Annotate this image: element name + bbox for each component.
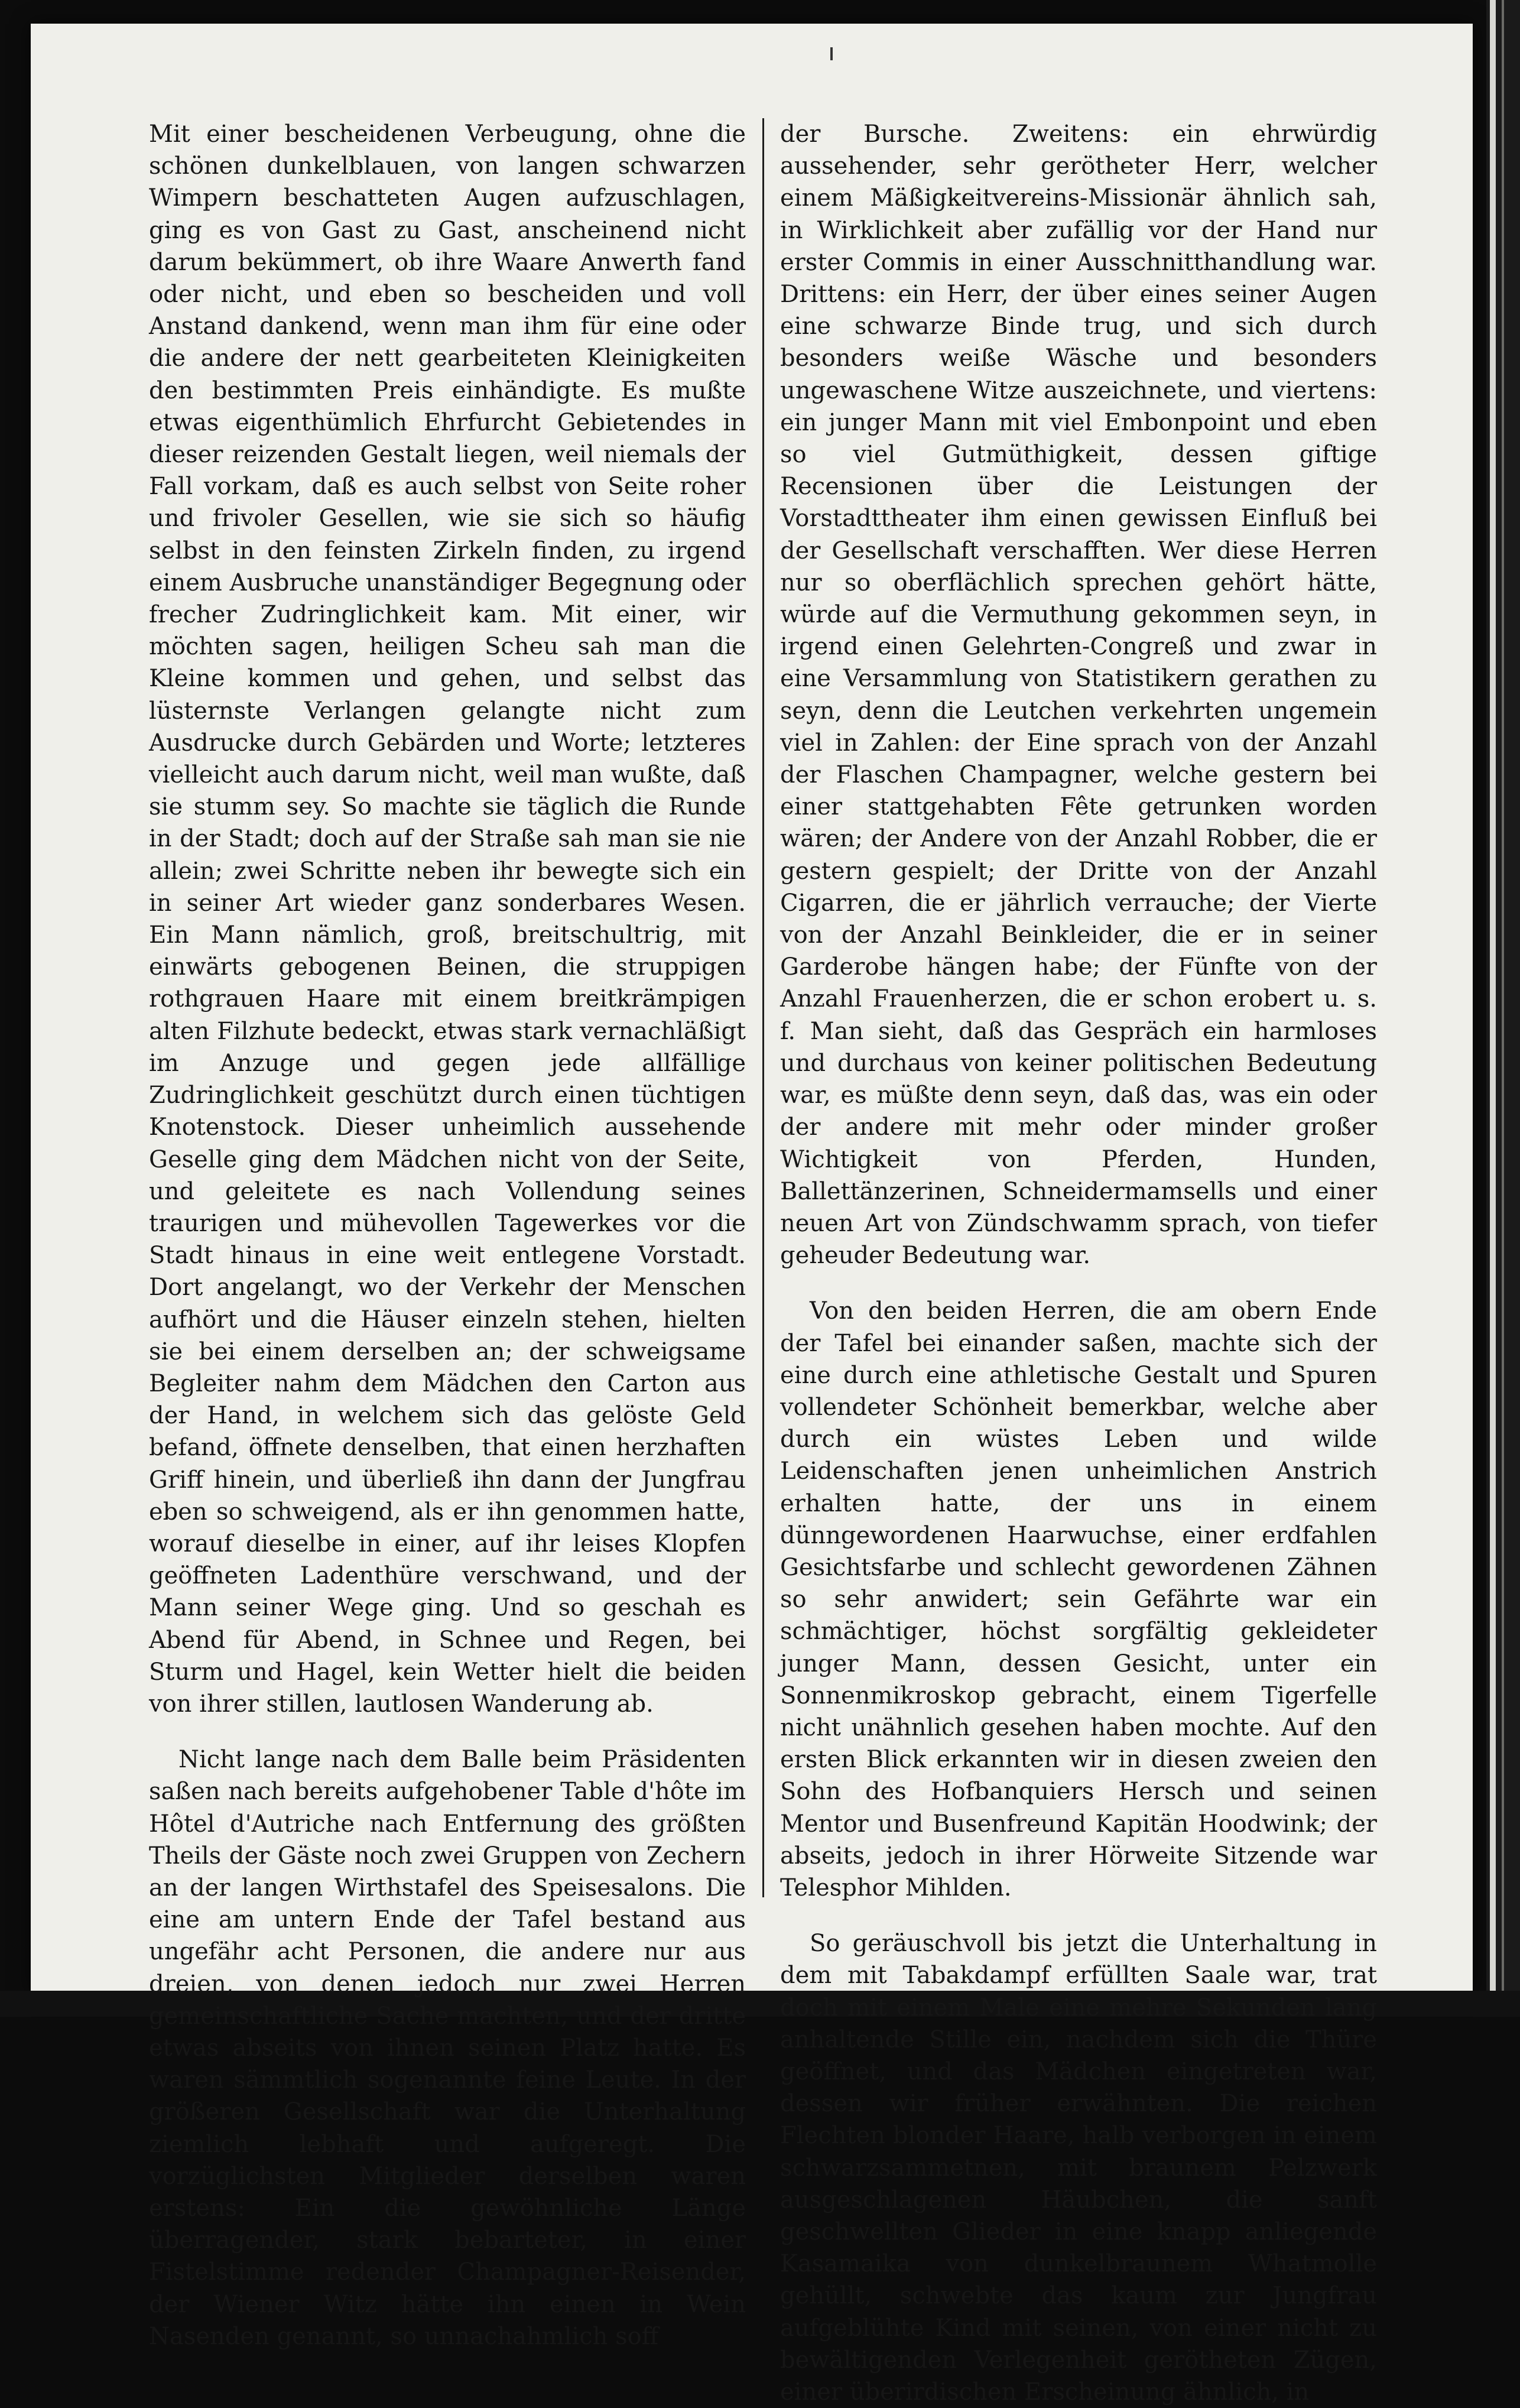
paragraph: Von den beiden Herren, die am obern Ende der Tafel bei einander saßen, machte sich der eine durch eine athletische Gestalt und Spuren vollendeter Schönheit bemerkbar, welche aber durch ein wüstes Leben und wilde Leidenschaften jenen unheimlichen Anstrich erhalten hatte, der uns in einem dünngewordenen Haarwuchse, einer erdfahlen Gesichtsfarbe und schlecht gewordenen Zähnen so sehr anwidert; sein Gefährte war ein schmächtiger, höchst sorgfältig gekleideter junger Mann, dessen Gesicht, unter ein Sonnenmikroskop gebracht, einem Tigerfelle nicht unähnlich gesehen haben mochte. Auf den ersten Blick erkannten wir in diesen zweien den Sohn des Hofbanquiers Hersch und seinen Mentor und Busenfreund Kapitän Hoodwink; der abseits, jedoch in ihrer Hörweite Sitzende war Telesphor Mihlden. xyxy=(780,1297,1377,1901)
page-edge-light xyxy=(1490,0,1496,2017)
paragraph: der Bursche. Zweitens: ein ehrwürdig aussehender, sehr gerötheter Herr, welcher einem Mäßigkeitvereins-Missionär ähnlich sah, in Wirklichkeit aber zufällig vor der Hand nur erster Commis in einer Ausschnitthandlung war. Drittens: ein Herr, der über eines seiner Augen eine schwarze Binde trug, und sich durch besonders weiße Wäsche und besonders ungewaschene Witze auszeichnete, und viertens: ein junger Mann mit viel Embonpoint und eben so viel Gutmüthigkeit, dessen giftige Recensionen über die Leistungen der Vorstadttheater ihm einen gewissen Einfluß bei der Gesellschaft verschafften. Wer diese Herren nur so oberflächlich sprechen gehört hätte, würde auf die Vermuthung gekommen seyn, in irgend einen Gelehrten-Congreß und zwar in eine Versammlung von Statistikern gerathen zu seyn, denn die Leutchen verkehrten ungemein viel in Zahlen: der Eine sprach von der Anzahl der Flaschen Champagner, welche gestern bei einer stattgehabten Fête getrunken worden wären; der Andere von der Anzahl Robber, die er gestern gespielt; der Dritte von der Anzahl Cigarren, die er jährlich verrauche; der Vierte von der Anzahl Beinkleider, die er in seiner Garderobe hängen habe; der Fünfte von der Anzahl Frauenherzen, die er schon erobert u. s. f. Man sieht, daß das Gespräch ein harmloses und durchaus von keiner politischen Bedeutung war, es müßte denn seyn, daß das, was ein oder der andere mit mehr oder minder großer Wichtigkeit von Pferden, Hunden, Ballettänzerinen, Schneidermamsells und einer neuen Art von Zündschwamm sprach, von tiefer geheuder Bedeutung war. xyxy=(780,121,1377,1270)
column-divider xyxy=(762,118,764,1897)
left-column xyxy=(149,118,746,2352)
adjacent-page-edge xyxy=(1486,0,1520,2017)
print-mark xyxy=(830,47,833,60)
paragraph: So geräuschvoll bis jetzt die Unterhaltung in dem mit Tabakdampf erfüllten Saale war, trat doch mit einem Male eine mehre Sekunden lang anhaltende Stille ein, nachdem sich die Thüre geöffnet, und das Mädchen eingetreten war, dessen wir früher erwähnten. Die reichen Flechten blonder Haare, halb verborgen in einem schwarzsammetnen, mit braunem Pelzwerk ausgeschlagenen Häubchen, die sanft geschwellten Glieder in eine knapp anliegende Kasamaika von dunkelbraunem Whatmolle gehüllt, schwebte das kaum zur Jungfrau aufgeblühte Kind mit seinen, von einer nicht zu bewältigenden Verlegenheit gerötheten Zügen, einer überirdischen Erscheinung ähnlich, in xyxy=(780,1930,1377,2406)
page-edge-dark xyxy=(1502,0,1504,2017)
paragraph: Mit einer bescheidenen Verbeugung, ohne die schönen dunkelblauen, von langen schwarzen Wimpern beschatteten Augen aufzuschlagen, ging es von Gast zu Gast, anscheinend nicht darum bekümmert, ob ihre Waare Anwerth fand oder nicht, und eben so bescheiden und voll Anstand dankend, wenn man ihm für eine oder die andere der nett gearbeiteten Kleinigkeiten den bestimmten Preis einhändigte. Es mußte etwas eigenthümlich Ehrfurcht Gebietendes in dieser reizenden Gestalt liegen, weil niemals der Fall vorkam, daß es auch selbst von Seite roher und frivoler Gesellen, wie sie sich so häufig selbst in den feinsten Zirkeln finden, zu irgend einem Ausbruche unanständiger Begegnung oder frecher Zudringlichkeit kam. Mit einer, wir möchten sagen, heiligen Scheu sah man die Kleine kommen und gehen, und selbst das lüsternste Verlangen gelangte nicht zum Ausdrucke durch Gebärden und Worte; letzteres vielleicht auch darum nicht, weil man wußte, daß sie stumm sey. So machte sie täglich die Runde in der Stadt; doch auf der Straße sah man sie nie allein; zwei Schritte neben ihr bewegte sich ein in seiner Art wieder ganz sonderbares Wesen. Ein Mann nämlich, groß, breitschultrig, mit einwärts gebogenen Beinen, die struppigen rothgrauen Haare mit einem breitkrämpigen alten Filzhute bedeckt, etwas stark vernachläßigt im Anzuge und gegen jede allfällige Zudringlichkeit geschützt durch einen tüchtigen Knotenstock. Dieser unheimlich aussehende Geselle ging dem Mädchen nicht von der Seite, und geleitete es nach Vollendung seines traurigen und mühevollen Tagewerkes vor die Stadt hinaus in eine weit entlegene Vorstadt. Dort angelangt, wo der Verkehr der Menschen aufhört und die Häuser einzeln stehen, hielten sie bei einem derselben an; der schweigsame Begleiter nahm dem Mädchen den Carton aus der Hand, in welchem sich das gelöste Geld befand, öffnete denselben, that einen herzhaften Griff hinein, und überließ ihn dann der Jungfrau eben so schweigend, als er ihn genommen hatte, worauf dieselbe in einer, auf ihr leises Klopfen geöffneten Ladenthüre verschwand, und der Mann seiner Wege ging. Und so geschah es Abend für Abend, in Schnee und Regen, bei Sturm und Hagel, kein Wetter hielt die beiden von ihrer stillen, lautlosen Wanderung ab. xyxy=(149,121,746,1718)
right-column xyxy=(780,118,1377,2408)
paragraph: Nicht lange nach dem Balle beim Präsidenten saßen nach bereits aufgehobener Table d'hôte im Hôtel d'Autriche nach Entfernung des größten Theils der Gäste noch zwei Gruppen von Zechern an der langen Wirthstafel des Speisesalons. Die eine am untern Ende der Tafel bestand aus ungefähr acht Personen, die andere nur aus dreien, von denen jedoch nur zwei Herren gemeinschaftliche Sache machten, und der dritte etwas abseits von ihnen seinen Platz hatte. Es waren sämmtlich sogenannte feine Leute. In der größeren Gesellschaft war die Unterhaltung ziemlich lebhaft und aufgeregt. Die vorzüglichsten Mitglieder derselben waren erstens: Ein die gewöhnliche Länge überragender, stark bebarteter, in einer Fistelstimme redender Champagner-Reisender, der Wiener Witz hätte ihn einen in Wein Nasenden genannt, so unnachahmlich soff xyxy=(149,1746,746,2350)
